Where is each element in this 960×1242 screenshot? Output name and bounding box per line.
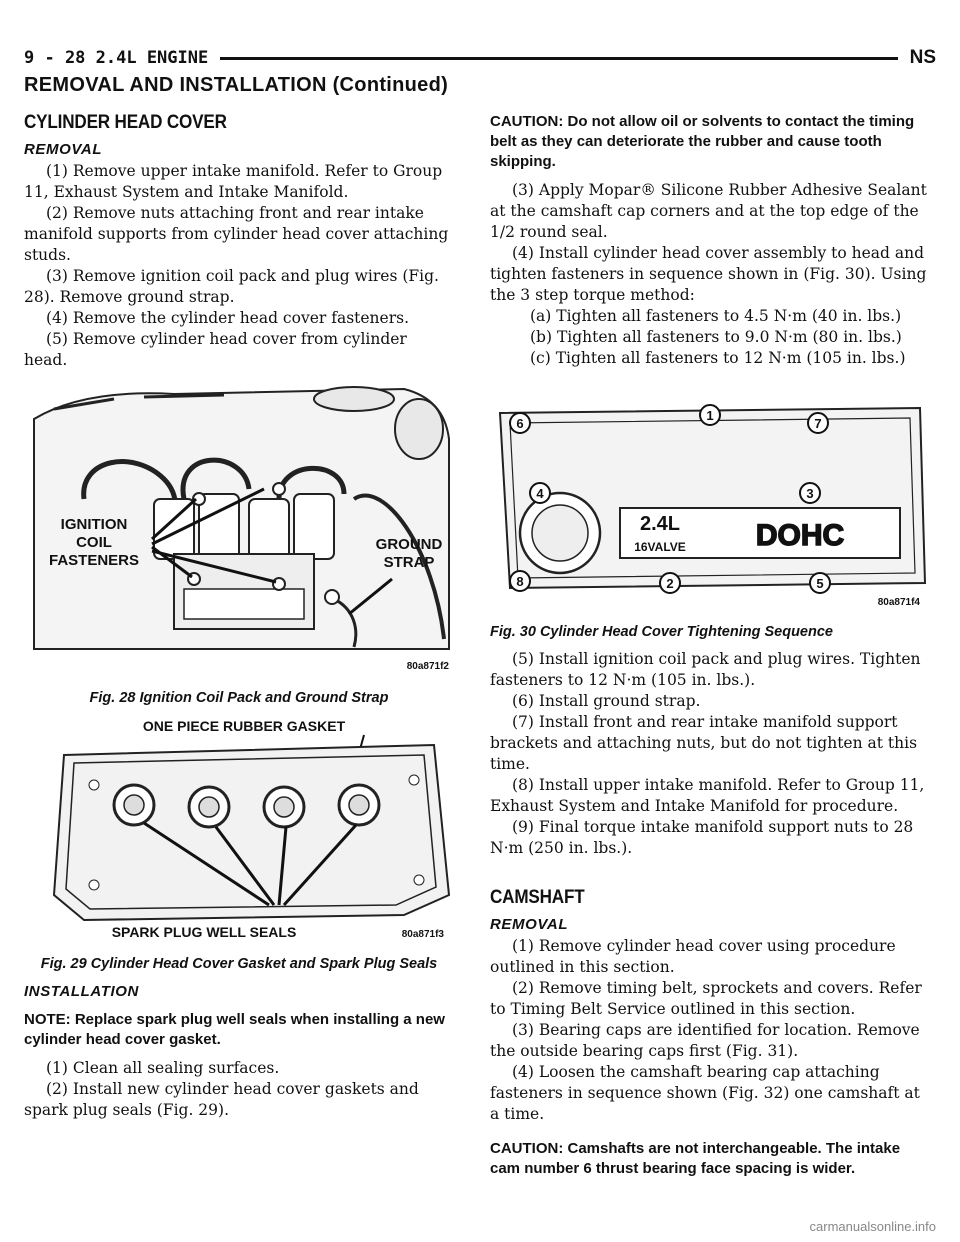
figure-30 xyxy=(490,383,930,641)
torque-step: (a) Tighten all fasteners to 4.5 N·m (40 in. lbs.) xyxy=(530,307,902,325)
engine-logo: 2.4L xyxy=(639,513,681,535)
section-title-camshaft: CAMSHAFT xyxy=(490,887,585,908)
installation-step: (6) Install ground strap. xyxy=(512,692,701,710)
page-header xyxy=(24,44,936,72)
svg-text:8: 8 xyxy=(516,574,524,589)
removal-step: (5) Remove cylinder head cover from cylinder head. xyxy=(24,330,407,369)
removal-step: (1) Remove upper intake manifold. Refer to Group 11, Exhaust System and Intake Manifold. xyxy=(24,162,443,201)
sequence-marker xyxy=(530,483,550,503)
tightening-sequence-illustration xyxy=(490,383,930,613)
removal-step: (3) Remove ignition coil pack and plug wires (Fig. 28). Remove ground strap. xyxy=(24,267,439,306)
ignition-label-1: IGNITION xyxy=(60,516,128,533)
ignition-label-2: COIL xyxy=(76,534,112,551)
installation-step: (9) Final torque intake manifold support nuts to 28 N·m (250 in. lbs.). xyxy=(490,818,914,857)
installation-step: (2) Install new cylinder head cover gaskets and spark plug seals (Fig. 29). xyxy=(24,1080,419,1119)
figure-29-caption: Fig. 29 Cylinder Head Cover Gasket and Spark Plug Seals xyxy=(40,956,438,972)
installation-step: (5) Install ignition coil pack and plug wires. Tighten fasteners to 12 N·m (105 in. lbs.). xyxy=(490,650,921,689)
caution-camshafts: CAUTION: Camshafts are not interchangeable. The intake cam number 6 thrust bearing face spacing is wider. xyxy=(490,1140,901,1177)
figure-code: 80a871f3 xyxy=(401,929,444,940)
figure-29 xyxy=(24,715,454,973)
figure-code: 80a871f2 xyxy=(406,661,449,672)
dohc-logo: DOHC xyxy=(755,519,845,552)
camshaft-step: (3) Bearing caps are identified for location. Remove the outside bearing caps first (Fig. 31). xyxy=(490,1021,920,1060)
sequence-marker xyxy=(810,573,830,593)
section-title-cylinder-head-cover: CYLINDER HEAD COVER xyxy=(24,112,227,133)
valve-logo: 16VALVE xyxy=(634,540,686,554)
sequence-marker xyxy=(800,483,820,503)
removal-heading: REMOVAL xyxy=(24,141,103,158)
figure-30-caption: Fig. 30 Cylinder Head Cover Tightening Sequence xyxy=(490,624,833,640)
svg-text:7: 7 xyxy=(814,416,822,431)
ground-label-1: GROUND xyxy=(375,536,443,553)
right-column xyxy=(490,112,930,1187)
continued-title: REMOVAL AND INSTALLATION (Continued) xyxy=(24,74,449,96)
sequence-marker xyxy=(660,573,680,593)
torque-step: (b) Tighten all fasteners to 9.0 N·m (80 in. lbs.) xyxy=(530,328,902,346)
gasket-label: ONE PIECE RUBBER GASKET xyxy=(142,718,346,734)
header-rule xyxy=(220,57,897,60)
sequence-marker xyxy=(510,571,530,591)
removal-step: (4) Remove the cylinder head cover fasteners. xyxy=(46,309,409,327)
ignition-label-3: FASTENERS xyxy=(48,552,140,569)
svg-text:4: 4 xyxy=(536,486,544,501)
installation-step: (4) Install cylinder head cover assembly to head and tighten fasteners in sequence shown in (Fig. 30). Using the 3 step torque method: xyxy=(490,244,927,304)
figure-28 xyxy=(24,379,454,707)
svg-text:2: 2 xyxy=(666,576,674,591)
page-reference: 9 - 28 2.4L ENGINE xyxy=(24,48,209,68)
figure-code: 80a871f4 xyxy=(877,597,920,608)
model-code: NS xyxy=(909,47,936,68)
left-column xyxy=(24,112,454,1121)
sequence-marker xyxy=(808,413,828,433)
installation-step: (3) Apply Mopar® Silicone Rubber Adhesive Sealant at the camshaft cap corners and at the top edge of the 1/2 round seal. xyxy=(490,181,927,241)
torque-step: (c) Tighten all fasteners to 12 N·m (105 in. lbs.) xyxy=(530,349,906,367)
ignition-coil-illustration xyxy=(24,379,454,679)
sequence-marker xyxy=(510,413,530,433)
svg-text:6: 6 xyxy=(516,416,524,431)
camshaft-step: (1) Remove cylinder head cover using procedure outlined in this section. xyxy=(490,937,896,976)
installation-step: (1) Clean all sealing surfaces. xyxy=(46,1059,280,1077)
seals-label: SPARK PLUG WELL SEALS xyxy=(111,924,297,940)
svg-text:5: 5 xyxy=(816,576,824,591)
camshaft-step: (4) Loosen the camshaft bearing cap attaching fasteners in sequence shown (Fig. 32) one camshaft at a time. xyxy=(490,1063,920,1123)
installation-step: (7) Install front and rear intake manifold support brackets and attaching nuts, but do not tighten at this time. xyxy=(490,713,918,773)
installation-step: (8) Install upper intake manifold. Refer to Group 11, Exhaust System and Intake Manifold for procedure. xyxy=(490,776,925,815)
caution-timing-belt: CAUTION: Do not allow oil or solvents to contact the timing belt as they can deteriorate the rubber and cause tooth skipping. xyxy=(490,113,915,170)
figure-28-caption: Fig. 28 Ignition Coil Pack and Ground Strap xyxy=(89,690,389,706)
installation-heading: INSTALLATION xyxy=(24,983,139,1000)
removal-step: (2) Remove nuts attaching front and rear intake manifold supports from cylinder head cover attaching studs. xyxy=(24,204,449,264)
gasket-seals-illustration xyxy=(24,715,454,945)
camshaft-step: (2) Remove timing belt, sprockets and covers. Refer to Timing Belt Service outlined in this section. xyxy=(490,979,922,1018)
camshaft-removal-heading: REMOVAL xyxy=(490,916,569,933)
svg-text:1: 1 xyxy=(706,408,714,423)
note: NOTE: Replace spark plug well seals when installing a new cylinder head cover gasket. xyxy=(24,1011,445,1048)
sequence-marker xyxy=(700,405,720,425)
watermark: carmanualsonline.info xyxy=(809,1219,936,1234)
svg-text:3: 3 xyxy=(806,486,814,501)
ground-label-2: STRAP xyxy=(383,554,435,571)
